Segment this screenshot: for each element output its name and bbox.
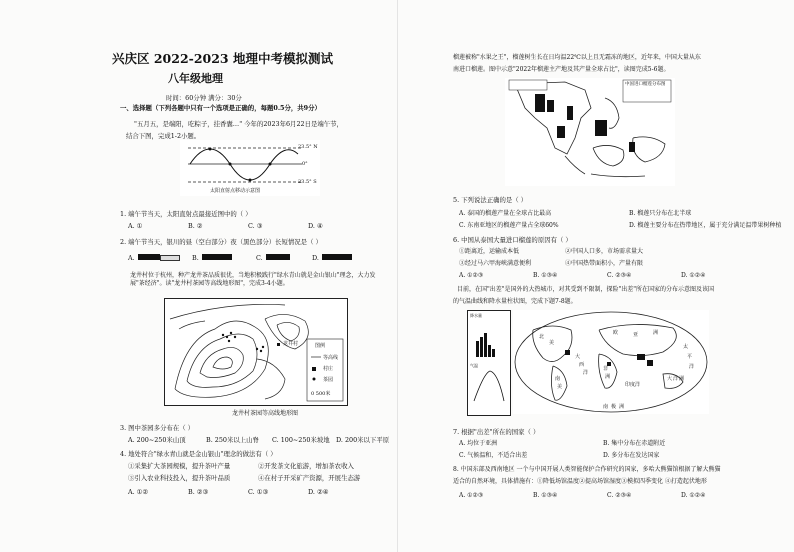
- map-word-16: 大: [667, 376, 673, 382]
- q7-option-a: A. 均位于亚洲: [459, 440, 498, 447]
- q4-answer-a: A. ①②: [128, 488, 149, 496]
- fig2-caption: 龙井村茶园等高线地形图: [232, 410, 299, 417]
- temp-label: 气温: [470, 363, 478, 368]
- q1-option-c: C. ③: [248, 222, 263, 230]
- q7-option-c: C. 气候温和，不适合出差: [459, 452, 528, 459]
- q2-bar-c: [266, 254, 290, 260]
- fig1-caption: 太阳直射点移动示意图: [210, 188, 261, 194]
- map-word-14: 南: [555, 376, 561, 382]
- map-word-19: 南: [603, 404, 609, 410]
- exam-grade: 八年级地理: [168, 72, 223, 85]
- fig3-title: 中国进口榴莲分布图: [625, 82, 666, 87]
- question-4: 4. 地处符合"绿水青山就是金山银山"理念的做法有（ ）: [120, 450, 277, 458]
- q4-answer-c: C. ①③: [248, 488, 269, 496]
- map-word-11: 印度洋: [625, 382, 641, 388]
- label-equator: 0°: [302, 161, 308, 167]
- legend-contour: 等高线: [323, 355, 339, 361]
- world-map-drawing: [513, 310, 709, 414]
- legend-title: 图例: [315, 343, 326, 349]
- contour-map: [164, 298, 348, 406]
- map-word-12: 非: [603, 366, 609, 372]
- q8-option-b: B. ①③④: [533, 492, 558, 499]
- q3-option-a: A. 200~250米山顶: [128, 436, 186, 444]
- q7-option-d: D. 多分布在发达国家: [603, 452, 660, 459]
- q8-option-a: A. ①②③: [459, 492, 484, 499]
- q5-option-c: C. 东南亚地区的榴莲产量占全球60%: [459, 222, 559, 229]
- q3-option-c: C. 100~250米坡地: [272, 436, 330, 444]
- q4-answer-b: B. ②③: [188, 488, 209, 496]
- climate-chart: [467, 310, 511, 416]
- map-word-7: 洋: [689, 364, 695, 370]
- q1-option-d: D. ④: [308, 222, 323, 230]
- q2-bar-b: [202, 254, 232, 260]
- question-6: 6. 中国从泰国大量进口榴莲的原因有（ ）: [453, 236, 572, 244]
- intro-line-2: 结合下图，完成1-2小题。: [126, 132, 201, 140]
- exam-title: 兴庆区 2022-2023 地理中考模拟测试: [112, 51, 333, 66]
- q4-item-1: ①采集扩大茶园规模，提升茶叶产量: [128, 462, 231, 470]
- durian-intro-2: 南进口榴莲。图中示意"2022年榴莲主产地及其产量全球占比"，读图完成5-6题。: [453, 66, 670, 73]
- legend-village: 村庄: [323, 366, 334, 372]
- q2-option-a: A.: [128, 254, 135, 262]
- sea-map-drawing: [505, 78, 675, 186]
- map-word-21: 洲: [619, 404, 625, 410]
- map-word-4: 美: [549, 340, 555, 346]
- q5-option-d: D. 榴莲主要分布在热带地区，属于充分满足温带果树种植: [629, 222, 782, 229]
- q6-item-4: ④中国热带面积小，产量有限: [565, 260, 644, 267]
- q2-option-d: D.: [312, 254, 319, 262]
- q4-item-4: ④在村子开采矿产资源，开展生态游: [258, 474, 361, 482]
- map-word-13: 洲: [605, 374, 611, 380]
- q4-answer-d: D. ②④: [308, 488, 329, 496]
- label-23n: 23.5° N: [298, 144, 318, 150]
- legend-tea: 茶园: [323, 377, 334, 383]
- map-word-0: 欧: [613, 330, 619, 336]
- q7-intro-2: 的气温曲线和降水量柱状图，完成下题7-8题。: [453, 298, 577, 305]
- label-23s: 23.5° S: [298, 179, 317, 185]
- q5-option-b: B. 榴莲只分布在北半球: [629, 210, 692, 217]
- intro-line-1: "五月五，是端阳，吃粽子，挂香囊…" 今年的2023年6月22日是端午节，: [134, 120, 343, 128]
- q3-option-d: D. 200米以下平原: [336, 436, 390, 444]
- q6-item-2: ②中国人口多，市场需求量大: [565, 248, 644, 255]
- question-1: 1. 端午节当天，太阳直射点最接近图中的（ ）: [120, 210, 252, 218]
- q8-option-d: D. ①②④: [681, 492, 706, 499]
- map-word-15: 美: [557, 384, 563, 390]
- q2-bar-d: [322, 254, 352, 260]
- precip-label: 降水量: [470, 313, 482, 318]
- map-word-17: 洋: [673, 376, 679, 382]
- southeast-asia-map: [505, 78, 675, 186]
- map-word-9: 西: [579, 362, 585, 368]
- q6-answer-d: D. ①②④: [681, 272, 706, 279]
- village-label: 龙井村: [283, 341, 299, 347]
- q2-option-c: C.: [256, 254, 263, 262]
- question-3: 3. 图中茶园多分布在（ ）: [120, 424, 195, 432]
- q3-option-b: B. 250米以上山脊: [206, 436, 259, 444]
- map-word-2: 洲: [653, 330, 659, 336]
- q6-answer-c: C. ②③④: [607, 272, 632, 279]
- q4-item-2: ②开发茶文化旅游，增加茶农收入: [258, 462, 354, 470]
- world-map: [513, 310, 709, 414]
- q1-option-a: A. ①: [128, 222, 143, 230]
- q7-option-b: B. 集中分布在赤道附近: [603, 440, 666, 447]
- q8-line-1: 8. 中国东部及西南地区 一个与中国开展人类智能保护合作研究的国家，多哈大熊猫馆根据了解大熊猫: [453, 466, 721, 473]
- question-2: 2. 端午节当天，银川的昼（空白部分）夜（黑色部分）长短情况是（ ）: [120, 238, 322, 246]
- q4-item-3: ③引入农业科技投入，提升茶叶品质: [128, 474, 231, 482]
- map-word-6: 平: [687, 354, 693, 360]
- map-word-1: 亚: [633, 332, 639, 338]
- q2-bar-a-day: [160, 255, 180, 261]
- q6-answer-a: A. ①②③: [459, 272, 484, 279]
- durian-intro-1: 榴莲被称"水果之王"，榴莲树生长在日均温22℃以上且无霜冻的地区，近年来，中国大量从东: [453, 54, 701, 61]
- map-word-5: 太: [683, 344, 689, 350]
- q2-bar-a-night: [138, 254, 160, 260]
- q5-option-a: A. 泰国的榴莲产量在全球占比最高: [459, 210, 552, 217]
- map-word-18: 洲: [679, 376, 685, 382]
- exam-meta: 时间：60分钟 满分：30分: [166, 94, 242, 102]
- question-5: 5. 下列说法正确的是（ ）: [453, 196, 528, 204]
- section-heading: 一、选择题（下列各题中只有一个选项是正确的，每题0.5分，共9分）: [120, 104, 321, 112]
- right-column: [397, 0, 794, 552]
- q6-answer-b: B. ①③④: [533, 272, 558, 279]
- map-word-10: 洋: [583, 370, 589, 376]
- q8-option-c: C. ②③④: [607, 492, 632, 499]
- map-scale: 0 500米: [311, 391, 331, 397]
- q6-item-3: ③经过马六甲海峡满意便利: [459, 260, 532, 267]
- q2-option-b: B.: [192, 254, 199, 262]
- sun-path-figure: [180, 140, 320, 196]
- q6-item-1: ①距离近，运输成本低: [459, 248, 520, 255]
- q7-intro-1: 目前，在国"出差"是国外的大热城市，对其受到不限制，探险"出差"所在国家的分布示意图及该国: [457, 286, 715, 293]
- contour-lines: [165, 299, 347, 405]
- q3-4-intro: 龙井村位于杭州，种产龙井茶品质很优，当地积极践行"绿水青山就是金山银山"理念，大力发展"茶经济"。读"龙井村茶园等高线地形图"，完成3-4小题。: [130, 272, 376, 287]
- map-word-20: 极: [611, 404, 617, 410]
- q1-option-b: B. ②: [188, 222, 203, 230]
- question-7: 7. 根据"出差"所在的国家（ ）: [453, 428, 540, 436]
- map-word-8: 大: [575, 354, 581, 360]
- q8-line-2: 适合的自然环境，具体措施有：①降低场馆温度②提高场馆湿度③模拟四季变化 ④打造起伏地形: [453, 478, 707, 485]
- map-word-3: 北: [539, 334, 545, 340]
